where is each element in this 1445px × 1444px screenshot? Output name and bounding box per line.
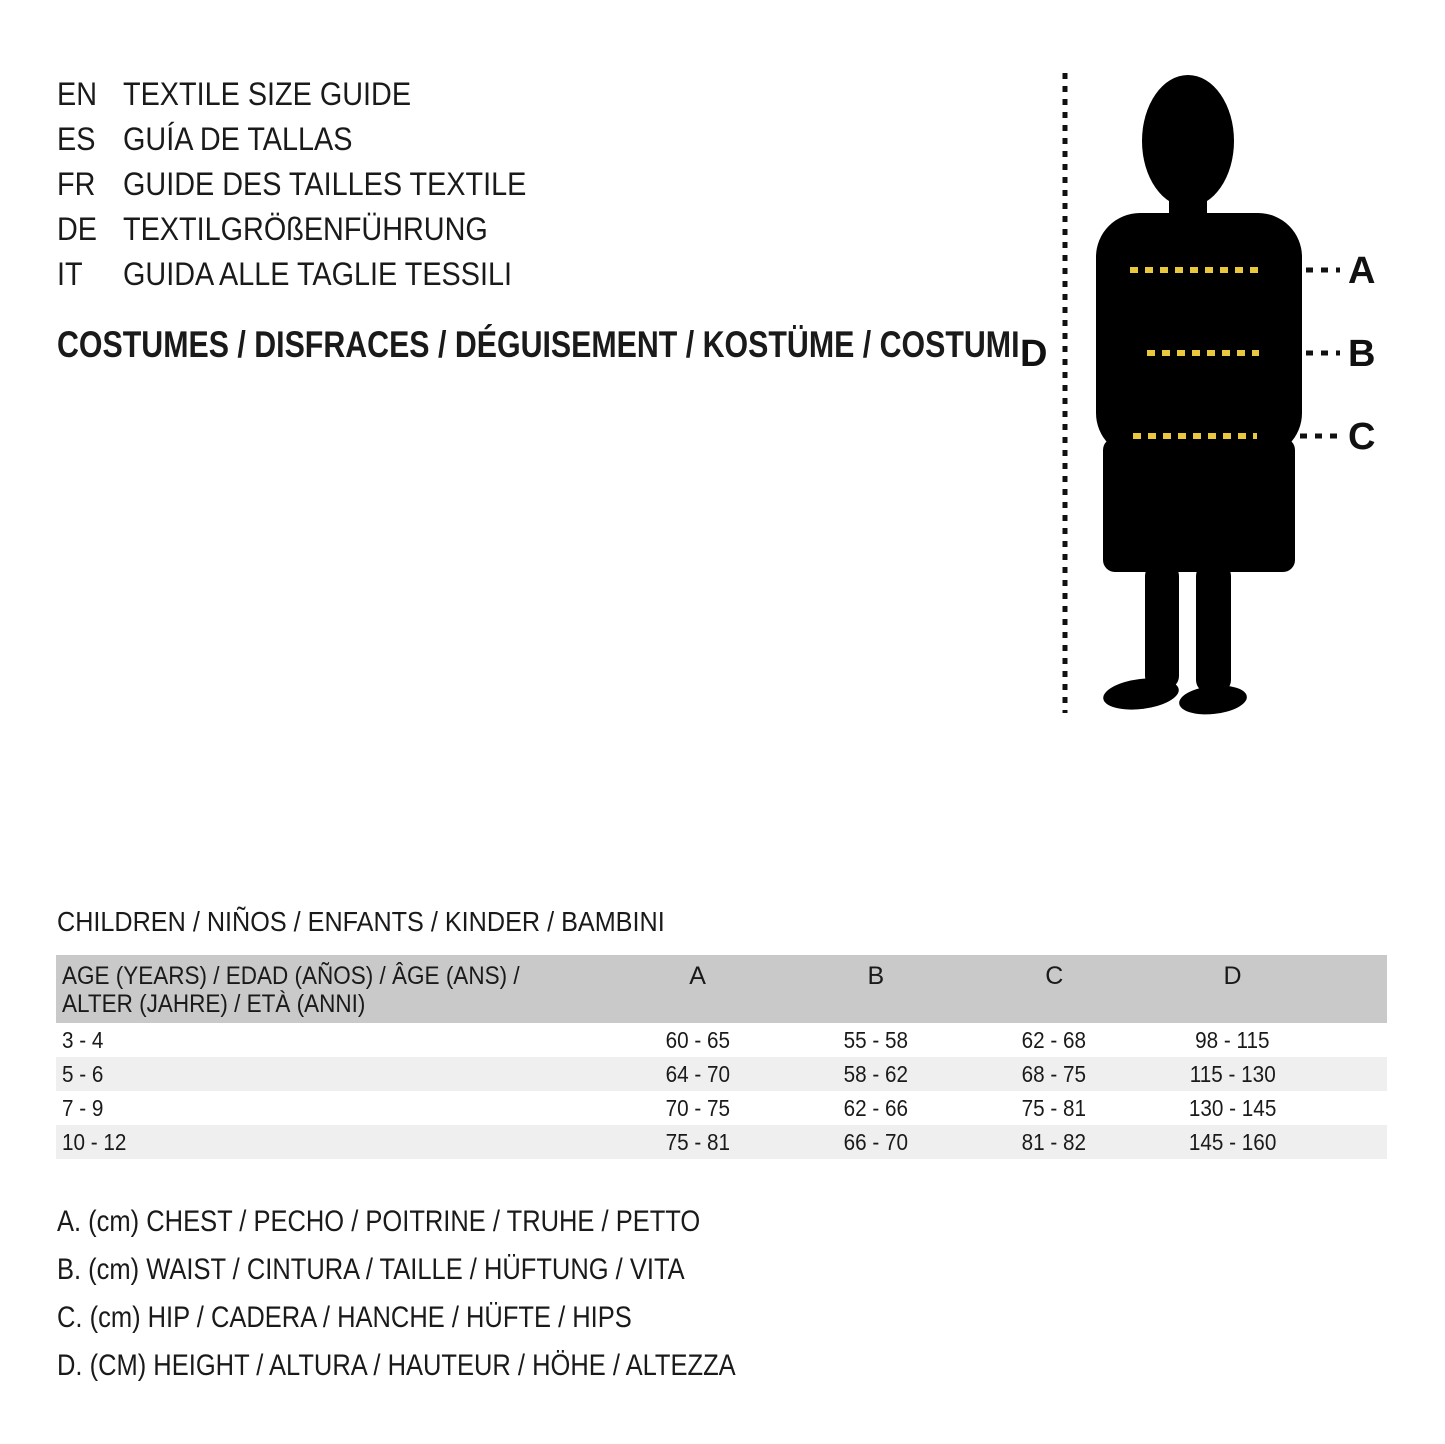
measurement-figure [1000, 55, 1445, 730]
legend-item-chest: A. (cm) CHEST / PECHO / POITRINE / TRUHE / PETTO [57, 1205, 701, 1238]
height-value: 145 - 160 [1188, 1128, 1277, 1155]
language-title: TEXTILE SIZE GUIDE [123, 76, 412, 112]
silhouette-right-leg [1196, 563, 1231, 693]
language-row [57, 162, 571, 207]
age-column-header: AGE (YEARS) / EDAD (AÑOS) / ÂGE (ANS) / ALTER (JAHRE) / ETÀ (ANNI) [62, 962, 520, 1018]
hip-value: 68 - 75 [1022, 1060, 1087, 1087]
language-code: IT [57, 256, 83, 292]
age-value: 5 - 6 [62, 1060, 104, 1087]
hip-value: 62 - 68 [1022, 1026, 1087, 1053]
spacer-cell [1322, 1023, 1387, 1057]
column-header-a: A [689, 962, 706, 990]
language-row [57, 117, 571, 162]
children-section-title: CHILDREN / NIÑOS / ENFANTS / KINDER / BAMBINI [57, 906, 665, 937]
table-row [56, 1057, 1387, 1091]
silhouette-left-leg [1145, 563, 1179, 689]
table-row [56, 1091, 1387, 1125]
language-row [57, 252, 571, 297]
spacer-cell [1322, 1125, 1387, 1159]
measurement-legend [57, 1198, 855, 1390]
table-row [56, 1023, 1387, 1057]
language-row [57, 72, 571, 117]
language-code: FR [57, 166, 96, 202]
waist-value: 62 - 66 [843, 1094, 909, 1121]
label-c: C [1348, 416, 1376, 458]
language-title-list [57, 72, 571, 297]
chest-value: 60 - 65 [665, 1026, 730, 1053]
height-value: 115 - 130 [1189, 1060, 1276, 1087]
legend-item-hip: C. (cm) HIP / CADERA / HANCHE / HÜFTE / HIPS [57, 1301, 632, 1334]
age-value: 3 - 4 [62, 1026, 104, 1053]
language-title: GUIDE DES TAILLES TEXTILE [123, 166, 527, 202]
language-row [57, 207, 571, 252]
legend-item-height: D. (CM) HEIGHT / ALTURA / HAUTEUR / HÖHE / ALTEZZA [57, 1349, 736, 1382]
language-code: DE [57, 211, 98, 247]
language-title: GUÍA DE TALLAS [123, 121, 353, 157]
silhouette-shorts [1103, 438, 1295, 572]
label-d: D [1020, 333, 1048, 375]
table-row [56, 1125, 1387, 1159]
table-header-row [56, 955, 1387, 1023]
hip-value: 81 - 82 [1022, 1128, 1087, 1155]
waist-value: 58 - 62 [843, 1060, 909, 1087]
spacer-cell [1322, 1091, 1387, 1125]
hip-value: 75 - 81 [1022, 1094, 1087, 1121]
column-header-c: C [1045, 962, 1064, 990]
category-title: COSTUMES / DISFRACES / DÉGUISEMENT / KOSTÜME / COSTUMI [57, 324, 1020, 365]
label-b: B [1348, 333, 1376, 375]
child-silhouette [1096, 75, 1302, 717]
spacer-cell [1322, 955, 1387, 1023]
chest-value: 75 - 81 [665, 1128, 730, 1155]
chest-value: 70 - 75 [665, 1094, 730, 1121]
waist-value: 66 - 70 [843, 1128, 909, 1155]
language-title: TEXTILGRÖßENFÜHRUNG [123, 211, 488, 247]
age-value: 7 - 9 [62, 1094, 104, 1121]
label-a: A [1348, 250, 1376, 292]
column-header-b: B [867, 962, 885, 990]
silhouette-right-shoe [1178, 683, 1249, 718]
silhouette-torso [1096, 213, 1302, 457]
language-title: GUIDA ALLE TAGLIE TESSILI [123, 256, 512, 292]
height-value: 130 - 145 [1188, 1094, 1277, 1121]
language-code: ES [57, 121, 96, 157]
age-value: 10 - 12 [62, 1128, 127, 1155]
column-header-d: D [1223, 962, 1242, 990]
chest-value: 64 - 70 [665, 1060, 730, 1087]
size-table [56, 955, 1387, 1159]
spacer-cell [1322, 1057, 1387, 1091]
height-value: 98 - 115 [1195, 1026, 1270, 1053]
legend-item-waist: B. (cm) WAIST / CINTURA / TAILLE / HÜFTUNG / VITA [57, 1253, 685, 1286]
language-code: EN [57, 76, 98, 112]
waist-value: 55 - 58 [843, 1026, 909, 1053]
